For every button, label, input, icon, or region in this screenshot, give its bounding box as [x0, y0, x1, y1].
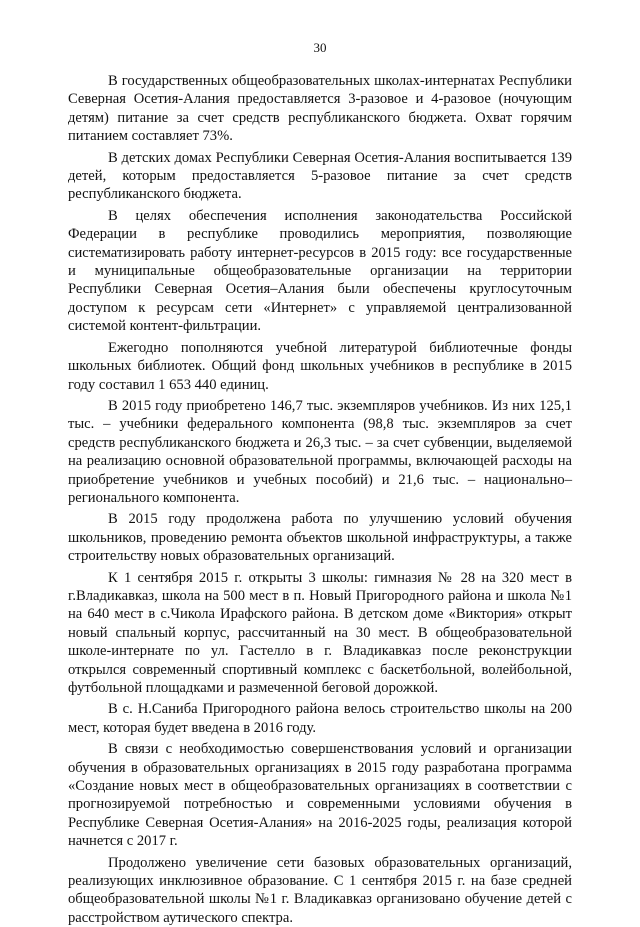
paragraph: Ежегодно пополняются учебной литературой библиотечные фонды школьных библиотек. Общий фонд школьных учебников в республике в 2015 году составил 1 653 440 единиц.	[68, 339, 572, 393]
page-number: 30	[313, 40, 327, 55]
document-body	[68, 72, 572, 927]
paragraph: В государственных общеобразовательных школах-интернатах Республики Северная Осетия-Алания предоставляется 3-разовое и 4-разовое (ночующим детям) питание за счет средств республиканского бюджета. Охват горячим питанием составляет 73%.	[68, 73, 572, 145]
paragraph: Продолжено увеличение сети базовых образовательных организаций, реализующих инклюзивное образование. С 1 сентября 2015 г. на базе средней общеобразовательной школы №1 г. Владикавказ организовано обучение детей с расстройством аутического спектра.	[68, 854, 572, 926]
paragraph: В связи с необходимостью совершенствования условий и организации обучения в образовательных организациях в 2015 году разработана программа «Создание новых мест в общеобразовательных организациях в соответствии с прогнозируемой потребностью и современными условиями обучения в Республике Северная Осетия-Алания» на 2016-2025 годы, реализация которой начнется с 2017 г.	[68, 741, 572, 850]
paragraph: В с. Н.Саниба Пригородного района велось строительство школы на 200 мест, которая будет введена в 2016 году.	[68, 701, 572, 736]
paragraph: К 1 сентября 2015 г. открыты 3 школы: гимназия № 28 на 320 мест в г.Владикавказ, школа на 500 мест в п. Новый Пригородного района и школа №1 на 640 мест в с.Чикола Ирафского района. В детском доме «Виктория» открыт новый спальный корпус, рассчитанный на 30 мест. В общеобразовательной школе-интернате по ул. Гастелло в г. Владикавказ после реконструкции открылся современный спортивный комплекс с баскетбольной, волейбольной, футбольной площадками и размеченной беговой дорожкой.	[68, 569, 572, 696]
paragraph: В 2015 году приобретено 146,7 тыс. экземпляров учебников. Из них 125,1 тыс. – учебники федерального компонента (98,8 тыс. экземпляров за счет средств республиканского бюджета и 26,3 тыс. – за счет субвенции, выделяемой на реализацию основной образовательной программы, включающей расходы на приобретение учебников и учебных пособий) и 21,6 тыс. – национально–регионального компонента.	[68, 397, 572, 506]
paragraph: В 2015 году продолжена работа по улучшению условий обучения школьников, проведению ремонта объектов школьной инфраструктуры, а также строительству новых образовательных организаций.	[68, 511, 572, 565]
paragraph: В целях обеспечения исполнения законодательства Российской Федерации в республике проводились мероприятия, позволяющие систематизировать работу интернет-ресурсов в 2015 году: все государственные и муниципальные общеобразовательные организации на территории Республики Северная Осетия–Алания были обеспечены круглосуточным доступом к ресурсам сети «Интернет» с управляемой централизованной системой контент-фильтрации.	[68, 207, 572, 335]
paragraph: В детских домах Республики Северная Осетия-Алания воспитывается 139 детей, которым предоставляется 5-разовое питание за счет средств республиканского бюджета.	[68, 149, 572, 203]
